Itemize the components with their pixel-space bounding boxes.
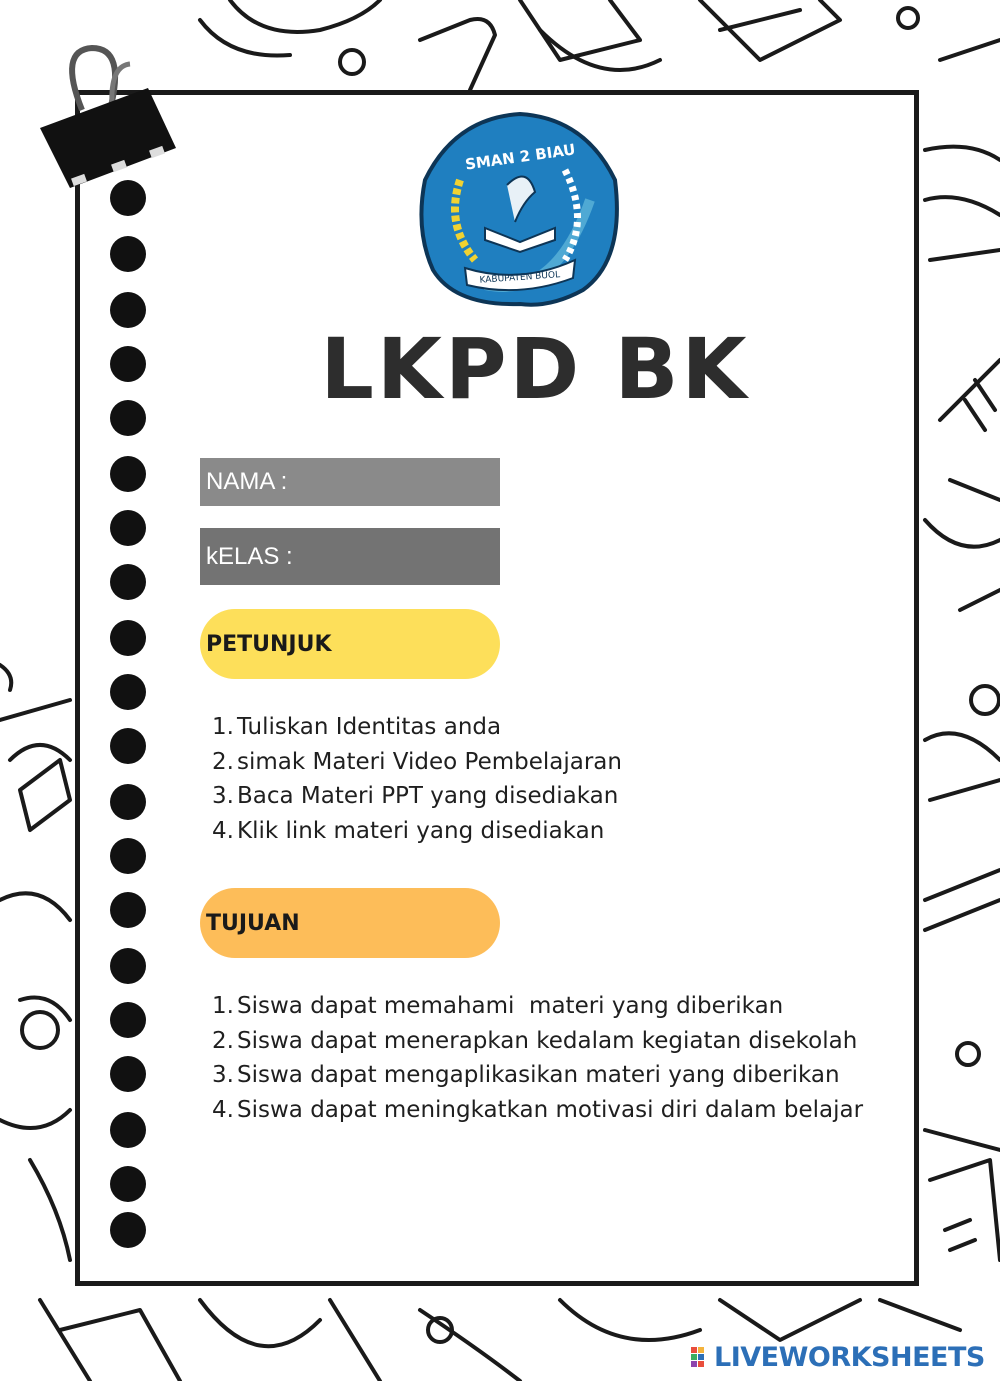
list-item-number: 2. (212, 1027, 234, 1054)
spiral-hole (110, 1212, 146, 1248)
spiral-hole (110, 400, 146, 436)
list-item-text: Tuliskan Identitas anda (237, 714, 502, 740)
list-item-number: 1. (212, 714, 234, 740)
tujuan-list (212, 989, 863, 1127)
petunjuk-heading: PETUNJUK (206, 631, 332, 657)
spiral-hole (110, 620, 146, 656)
list-item-text: Siswa dapat memahami materi yang diberikan (237, 993, 784, 1019)
spiral-hole (110, 510, 146, 546)
nama-field[interactable] (200, 458, 500, 506)
school-logo (415, 110, 625, 310)
list-item (212, 745, 622, 780)
list-item (212, 779, 622, 814)
logo-school-name: SMAN 2 BIAU (464, 140, 577, 174)
list-item-text: Siswa dapat mengaplikasikan materi yang diberikan (237, 1062, 840, 1088)
liveworksheets-text: LIVEWORKSHEETS (714, 1341, 985, 1373)
spiral-hole (110, 1002, 146, 1038)
list-item (212, 1093, 863, 1128)
list-item-text: Klik link materi yang disediakan (237, 817, 605, 844)
spiral-hole (110, 674, 146, 710)
spiral-hole (110, 456, 146, 492)
list-item-text: Siswa dapat menerapkan kedalam kegiatan disekolah (237, 1027, 858, 1054)
petunjuk-heading-badge (200, 609, 500, 679)
page-title: LKPD BK (320, 320, 750, 418)
list-item-text: Siswa dapat meningkatkan motivasi diri dalam belajar (237, 1096, 864, 1123)
spiral-hole (110, 728, 146, 764)
spiral-hole (110, 784, 146, 820)
spiral-hole (110, 948, 146, 984)
list-item-number: 2. (212, 748, 234, 775)
list-item (212, 710, 622, 745)
list-item (212, 814, 622, 849)
spiral-hole (110, 892, 146, 928)
list-item-number: 3. (212, 783, 234, 809)
list-item (212, 1024, 863, 1059)
tujuan-heading-badge (200, 888, 500, 958)
spiral-holes (110, 180, 150, 1260)
list-item-number: 1. (212, 993, 234, 1019)
list-item (212, 1058, 863, 1093)
list-item-number: 3. (212, 1062, 234, 1088)
logo-kabupaten-text: KABUPATEN BUOL (479, 270, 561, 286)
list-item-text: simak Materi Video Pembelajaran (237, 748, 622, 775)
liveworksheets-watermark (690, 1340, 985, 1374)
spiral-hole (110, 236, 146, 272)
petunjuk-list (212, 710, 622, 848)
spiral-hole (110, 346, 146, 382)
spiral-hole (110, 1056, 146, 1092)
kelas-field-label: kELAS : (206, 542, 293, 570)
liveworksheets-logo-icon (690, 1345, 712, 1369)
tujuan-heading: TUJUAN (206, 910, 300, 936)
spiral-hole (110, 1112, 146, 1148)
nama-field-label: NAMA : (206, 468, 288, 495)
binder-clip-icon (30, 40, 190, 200)
kelas-field[interactable] (200, 528, 500, 585)
list-item-number: 4. (212, 1096, 234, 1123)
spiral-hole (110, 838, 146, 874)
spiral-hole (110, 292, 146, 328)
spiral-hole (110, 564, 146, 600)
spiral-hole (110, 1166, 146, 1202)
list-item (212, 989, 863, 1024)
list-item-number: 4. (212, 817, 234, 844)
list-item-text: Baca Materi PPT yang disediakan (237, 783, 619, 809)
